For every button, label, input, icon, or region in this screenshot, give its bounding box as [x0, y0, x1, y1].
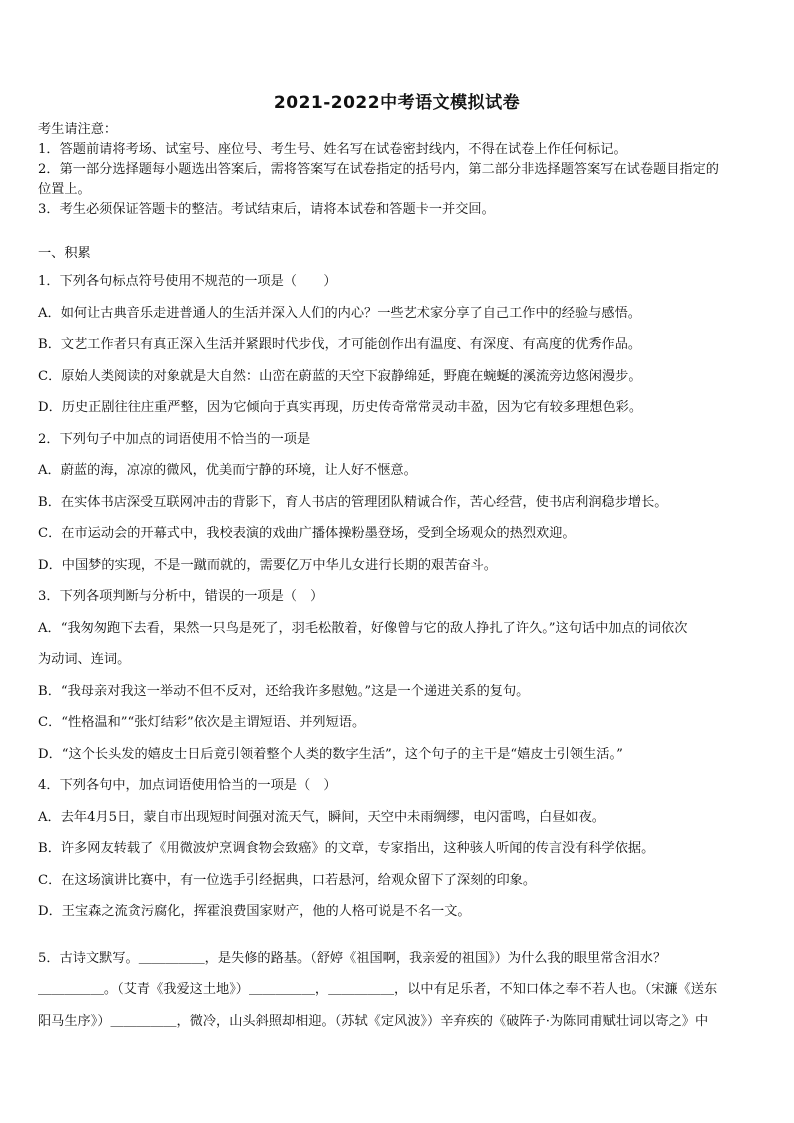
option-a-continued: 为动词、连词。 [38, 652, 131, 667]
question-stem: 3．下列各项判断与分析中，错误的一项是（ ） [38, 589, 324, 604]
q5-line: 5．古诗文默写。＿＿＿＿＿，是失修的路基。（舒婷《祖国啊，我亲爱的祖国》）为什么我的眼里常含泪水？ [38, 950, 667, 966]
option-a: A．“我匆匆跑下去看，果然一只鸟是死了，羽毛松散着，好像曾与它的敌人挣扎了许久。”这句话中加点的词依次 [38, 620, 688, 636]
notice-item: 位置上。 [38, 182, 91, 197]
option-c: C．原始人类阅读的对象就是大自然：山峦在蔚蓝的天空下寂静绵延，野鹿在蜿蜒的溪流旁边悠闲漫步。 [38, 368, 642, 384]
section-heading: 一、积累 [38, 246, 91, 261]
option-d: D．历史正剧往往庄重严整，因为它倾向于真实再现，历史传奇常常灵动丰盈，因为它有较多理想色彩。 [38, 400, 643, 415]
option-c: C．在这场演讲比赛中，有一位选手引经据典，口若悬河，给观众留下了深刻的印象。 [38, 872, 537, 888]
question-5 [38, 943, 760, 1038]
question-3 [38, 581, 760, 770]
option-c: C．在市运动会的开幕式中，我校表演的戏曲广播体操粉墨登场，受到全场观众的热烈欢迎。 [38, 526, 576, 541]
notice-item: 2．第一部分选择题每小题选出答案后，需将答案写在试卷指定的括号内，第二部分非选择题答案写在试卷题目指定的 [38, 162, 719, 177]
question-stem: 1．下列各句标点符号使用不规范的一项是（ ） [38, 274, 337, 289]
option-a: A．蔚蓝的海，凉凉的微风，优美而宁静的环境，让人好不惬意。 [38, 463, 417, 478]
question-1 [38, 266, 760, 424]
option-a: A．如何让古典音乐走进普通人的生活并深入人们的内心？一些艺术家分享了自己工作中的经验与感悟。 [38, 305, 641, 321]
question-2 [38, 424, 760, 582]
question-stem: 2．下列句子中加点的词语使用不恰当的一项是 [38, 431, 311, 447]
option-d: D．“这个长头发的嬉皮士日后竟引领着整个人类的数字生活”，这个句子的主干是“嬉皮士引领生活。” [38, 746, 623, 762]
option-b: B．许多网友转载了《用微波炉烹调食物会致癌》的文章，专家指出，这种骇人听闻的传言没有科学依据。 [38, 841, 655, 856]
option-a: A．去年4月5日，蒙自市出现短时间强对流天气，瞬间，天空中未雨绸缪，电闪雷鸣，白昼如夜。 [38, 809, 605, 825]
q5-line: 阳马生序》）＿＿＿＿＿，微冷，山头斜照却相迎。（苏轼《定风波》）辛弃疾的《破阵子·为陈同甫赋壮词以寄之》中 [38, 1013, 709, 1029]
notice-heading: 考生请注意： [38, 122, 118, 137]
option-c: C．“性格温和”“张灯结彩”依次是主谓短语、并列短语。 [38, 715, 366, 730]
exam-content [38, 120, 760, 1037]
option-b: B．文艺工作者只有真正深入生活并紧跟时代步伐，才可能创作出有温度、有深度、有高度的优秀作品。 [38, 337, 642, 352]
notice-item: 3．考生必须保证答题卡的整洁。考试结束后，请将本试卷和答题卡一并交回。 [38, 202, 495, 217]
notice-item: 1．答题前请将考场、试室号、座位号、考生号、姓名写在试卷密封线内，不得在试卷上作任何标记。 [38, 142, 627, 157]
q5-line: ＿＿＿＿＿。（艾青《我爱这土地》）＿＿＿＿＿，＿＿＿＿＿，以中有足乐者，不知口体之奉不若人也。（宋濂《送东 [38, 982, 718, 997]
option-d: D．王宝森之流贪污腐化，挥霍浪费国家财产，他的人格可说是不名一文。 [38, 904, 471, 919]
option-d: D．中国梦的实现，不是一蹴而就的，需要亿万中华儿女进行长期的艰苦奋斗。 [38, 557, 497, 573]
candidate-notice [38, 120, 760, 220]
option-b: B．“我母亲对我这一举动不但不反对，还给我许多慰勉。”这是一个递进关系的复句。 [38, 683, 530, 699]
question-stem: 4．下列各句中，加点词语使用恰当的一项是（ ） [38, 778, 337, 793]
page-title: 2021-2022中考语文模拟试卷 [273, 93, 521, 113]
option-b: B．在实体书店深受互联网冲击的背影下，育人书店的管理团队精诚合作，苦心经营，使书店利润稳步增长。 [38, 494, 668, 510]
question-4 [38, 770, 760, 928]
